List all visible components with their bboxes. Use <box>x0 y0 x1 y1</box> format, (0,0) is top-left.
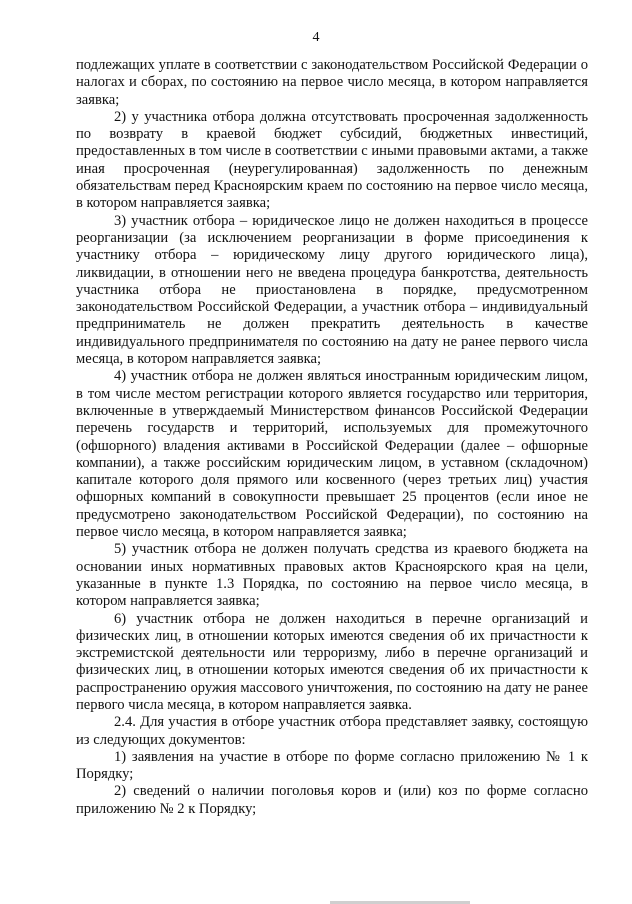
paragraph-item-6: 6) участник отбора не должен находиться в перечне организаций и физических лиц, в отношении которых имеются сведения об их причастности к экстремистской деятельности или терроризму, либо в перечне организаций и физических лиц, в отношении которых имеются сведения об их причастности к распространению оружия массового уничтожения, по состоянию на дату не ранее первого числа месяца, в котором направляется заявка. <box>76 610 588 713</box>
paragraph-item-4: 4) участник отбора не должен являться иностранным юридическим лицом, в том числе местом регистрации которого является государство или территория, включенные в утверждаемый Министерством финансов Российской Федерации перечень государств и территорий, используемых для промежуточного (офшорного) владения активами в Российской Федерации (далее – офшорные компании), а также российским юридическим лицом, в уставном (складочном) капитале которого доля прямого или косвенного (через третьих лиц) участия офшорных компаний в совокупности превышает 25 процентов (если иное не предусмотрено законодательством Российской Федерации), по состоянию на первое число месяца, в котором направляется заявка; <box>76 368 588 541</box>
paragraph-item-3: 3) участник отбора – юридическое лицо не должен находиться в процессе реорганизации (за исключением реорганизации в форме присоединения к участнику отбора – юридическому лицу другого юридического лица), ликвидации, в отношении него не введена процедура банкротства, деятельность участника отбора не приостановлена в порядке, предусмотренном законодательством Российской Федерации, а участник отбора – индивидуальный предприниматель не должен прекратить деятельность в качестве индивидуального предпринимателя по состоянию на дату не ранее первого числа месяца, в котором направляется заявка; <box>76 212 588 368</box>
paragraph-item-2: 2) у участника отбора должна отсутствовать просроченная задолженность по возврату в краевой бюджет субсидий, бюджетных инвестиций, предоставленных в том числе в соответствии с иными правовыми актами, а также иная просроченная (неурегулированная) задолженность по денежным обязательствам перед Красноярским краем по состоянию на первое число месяца, в котором направляется заявка; <box>76 108 588 212</box>
paragraph-item-5: 5) участник отбора не должен получать средства из краевого бюджета на основании иных нормативных правовых актов Красноярского края на цели, указанные в пункте 1.3 Порядка, по состоянию на первое число месяца, в котором направляется заявка; <box>76 541 588 610</box>
page-number: 4 <box>312 30 320 45</box>
paragraph-continuation: подлежащих уплате в соответствии с законодательством Российской Федерации о налогах и сборах, по состоянию на первое число месяца, в котором направляется заявка; <box>76 57 588 108</box>
paragraph-doc-item-1: 1) заявления на участие в отборе по форме согласно приложению № 1 к Порядку; <box>76 748 588 783</box>
paragraph-section-2-4: 2.4. Для участия в отборе участник отбора представляет заявку, состоящую из следующих документов: <box>76 714 588 748</box>
paragraph-doc-item-2: 2) сведений о наличии поголовья коров и (или) коз по форме согласно приложению № 2 к Порядку; <box>76 783 588 817</box>
document-body <box>76 57 588 818</box>
